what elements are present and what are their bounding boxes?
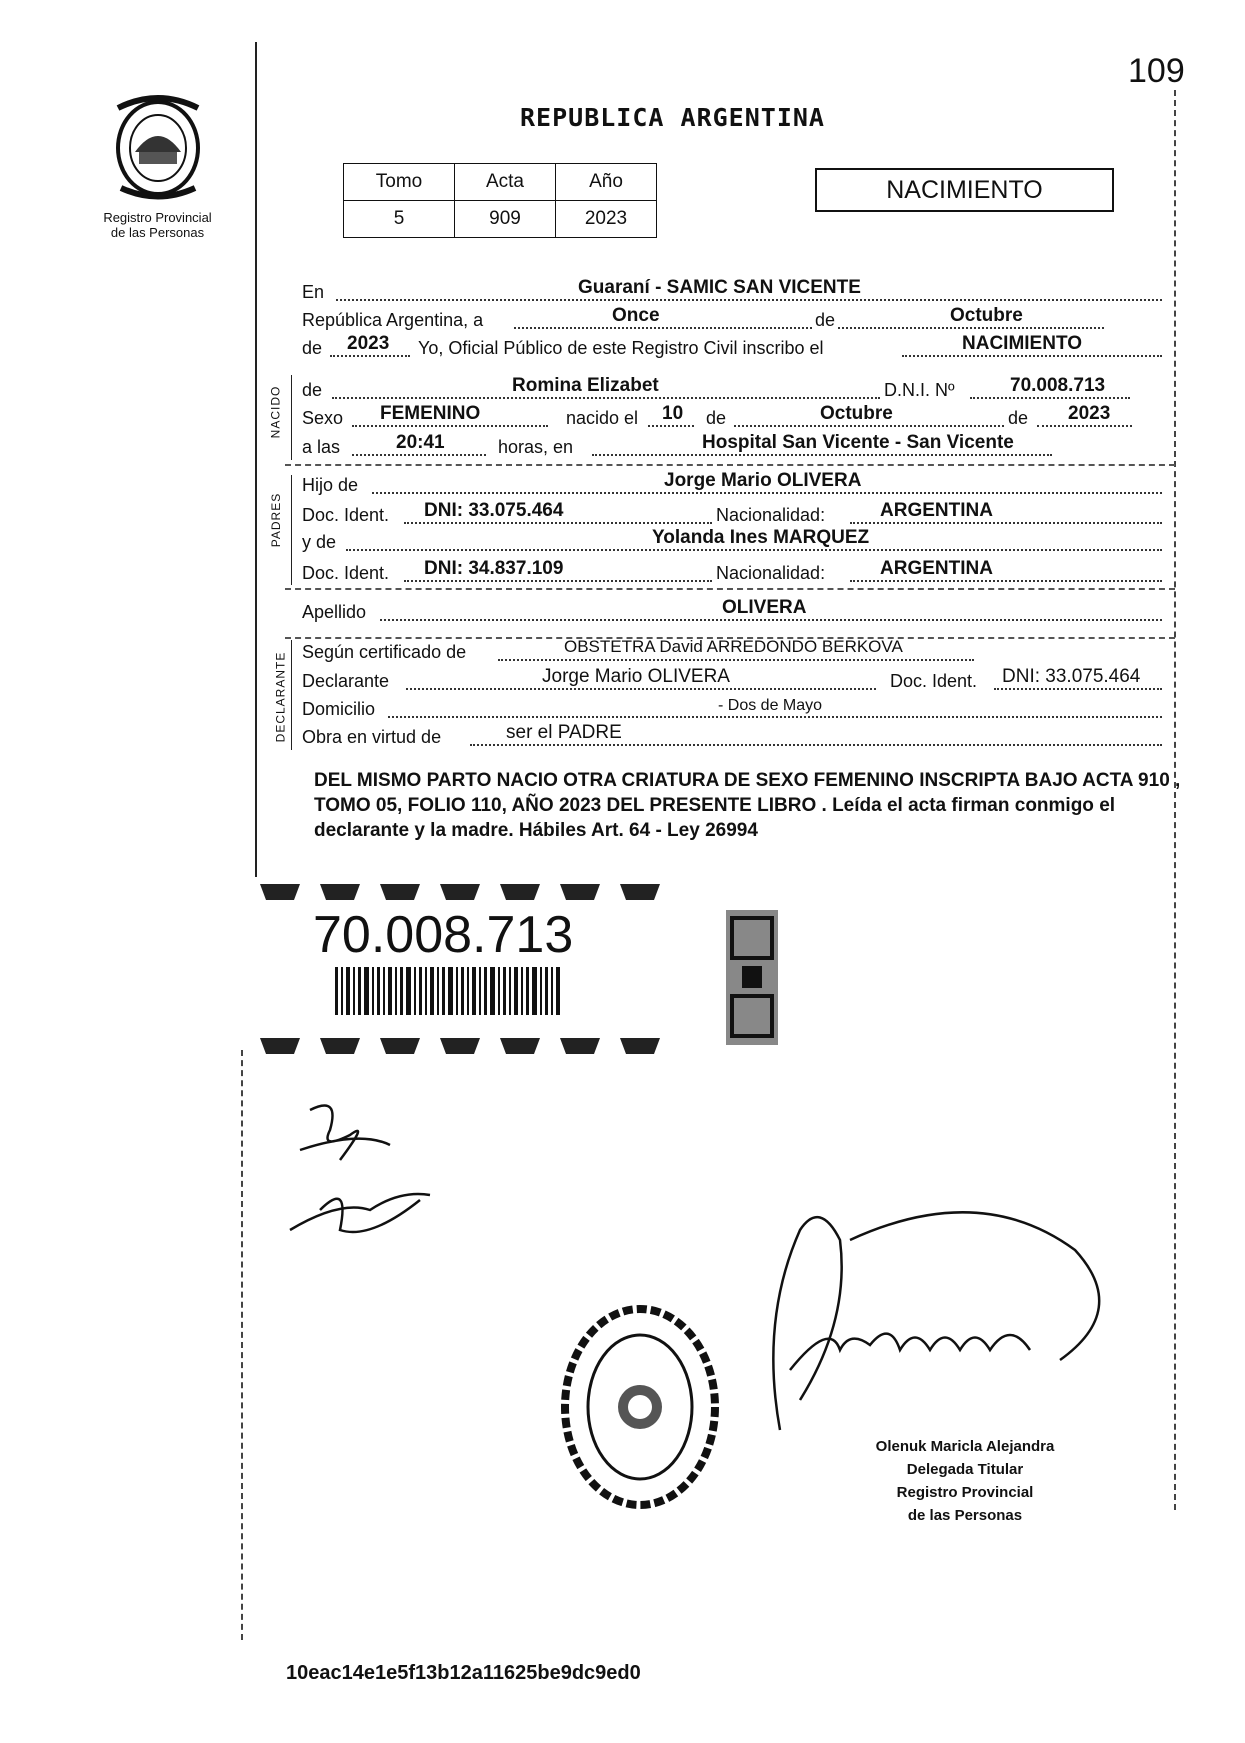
label-nacionalidad: Nacionalidad: xyxy=(716,505,826,525)
dotted-leader xyxy=(970,397,1130,399)
row-date-words xyxy=(302,305,1162,329)
dotted-leader xyxy=(352,425,548,427)
dotted-leader xyxy=(406,688,876,690)
dotted-leader xyxy=(734,425,1004,427)
dotted-leader xyxy=(498,659,974,661)
value-year: 2023 xyxy=(347,333,390,354)
label-republica: República Argentina, a xyxy=(302,310,484,330)
declarant-signature xyxy=(280,1090,450,1250)
acta-value-tomo: 5 xyxy=(344,201,455,238)
left-margin-line-lower xyxy=(241,1050,243,1640)
label-doc-ident: Doc. Ident. xyxy=(302,505,390,525)
document-hash: 10eac14e1e5f13b12a11625be9dc9ed0 xyxy=(286,1662,641,1684)
label-de: de xyxy=(706,408,727,428)
row-birth-place xyxy=(302,432,1162,456)
label-doc-ident: Doc. Ident. xyxy=(890,671,978,691)
label-segun-certificado: Según certificado de xyxy=(302,642,467,662)
label-obra-en-virtud: Obra en virtud de xyxy=(302,727,442,747)
value-time: 20:41 xyxy=(396,432,445,453)
official-office-line-1: Registro Provincial xyxy=(896,1484,1034,1501)
value-month: Octubre xyxy=(950,305,1023,326)
official-seal xyxy=(555,1300,725,1515)
value-birth-day: 10 xyxy=(662,403,684,424)
dotted-leader xyxy=(994,688,1162,690)
value-place: Guaraní - SAMIC SAN VICENTE xyxy=(578,277,861,298)
value-sex: FEMENINO xyxy=(380,403,481,424)
country-title: REPUBLICA ARGENTINA xyxy=(520,103,825,132)
value-father-nationality: ARGENTINA xyxy=(880,500,993,521)
dotted-leader xyxy=(902,355,1162,357)
acta-value-acta: 909 xyxy=(455,201,556,238)
label-de: de xyxy=(812,310,838,331)
value-declarant: Jorge Mario OLIVERA xyxy=(542,666,730,687)
row-place xyxy=(302,277,1162,301)
official-name: Olenuk Maricla Alejandra xyxy=(875,1438,1055,1455)
registry-label xyxy=(90,210,225,240)
value-mother-nationality: ARGENTINA xyxy=(880,558,993,579)
dotted-leader xyxy=(388,716,1162,718)
value-mother-doc: DNI: 34.837.109 xyxy=(424,558,564,579)
row-birth-date xyxy=(302,403,1162,427)
value-day-words: Once xyxy=(612,305,660,326)
registry-label-line-2: de las Personas xyxy=(110,225,205,240)
acta-table-header-row xyxy=(344,164,657,201)
value-father: Jorge Mario OLIVERA xyxy=(664,470,862,491)
value-surname: OLIVERA xyxy=(722,597,807,618)
row-surname xyxy=(302,597,1162,621)
section-bracket-padres xyxy=(291,475,292,585)
dotted-leader xyxy=(336,299,1162,301)
official-signature xyxy=(740,1200,1130,1440)
value-name: Romina Elizabet xyxy=(512,375,659,396)
remarks-note: DEL MISMO PARTO NACIO OTRA CRIATURA DE SEXO FEMENINO INSCRIPTA BAJO ACTA 910 , TOMO 05, FOLIO 110, AÑO 2023 DEL PRESENTE LIBRO . Leída el acta firman conmigo el declarante y la madre. Hábiles Art. 64 - Ley 26994 xyxy=(314,770,1181,841)
dotted-leader xyxy=(352,454,486,456)
label-horas-en: horas, en xyxy=(498,437,574,457)
dotted-leader xyxy=(470,744,1162,746)
registry-label-line-1: Registro Provincial xyxy=(103,210,212,225)
security-band-bottom xyxy=(240,1028,680,1064)
value-birth-year: 2023 xyxy=(1068,403,1111,424)
dotted-leader xyxy=(850,580,1162,582)
label-yo-oficial: Yo, Oficial Público de este Registro Civil inscribo el xyxy=(418,338,824,358)
value-birth-month: Octubre xyxy=(820,403,893,424)
label-de: de xyxy=(302,338,323,358)
value-birth-place: Hospital San Vicente - San Vicente xyxy=(702,432,1014,453)
value-certificate-by: OBSTETRA David ARREDONDO BERKOVA xyxy=(564,637,903,656)
label-a-las: a las xyxy=(302,437,341,457)
label-de: de xyxy=(302,380,323,400)
official-signer-block xyxy=(845,1435,1085,1527)
acta-table xyxy=(343,163,657,238)
page-number: 109 xyxy=(1128,52,1185,90)
label-doc-ident: Doc. Ident. xyxy=(302,563,390,583)
id-number-stamp: 70.008.713 xyxy=(313,906,574,964)
label-en: En xyxy=(302,282,325,302)
row-declarant xyxy=(302,666,1162,690)
acta-header-anio: Año xyxy=(556,164,657,201)
dotted-leader xyxy=(404,522,712,524)
section-label-padres: PADRES xyxy=(269,492,284,548)
row-father-doc xyxy=(302,500,1162,524)
acta-table-value-row xyxy=(344,201,657,238)
dotted-leader xyxy=(380,619,1162,621)
row-father xyxy=(302,470,1162,494)
dotted-leader xyxy=(514,327,1104,329)
section-label-nacido: NACIDO xyxy=(268,385,283,439)
section-separator-1 xyxy=(285,464,1175,466)
value-declarant-doc: DNI: 33.075.464 xyxy=(1002,666,1141,687)
security-band-top xyxy=(240,870,680,906)
official-role: Delegada Titular xyxy=(906,1461,1024,1478)
row-capacity xyxy=(302,722,1162,746)
dotted-leader xyxy=(404,580,712,582)
row-mother-doc xyxy=(302,558,1162,582)
dotted-leader xyxy=(592,454,1052,456)
label-y-de: y de xyxy=(302,532,337,552)
label-dni: D.N.I. Nº xyxy=(884,380,955,400)
qr-code-icon xyxy=(726,910,778,1045)
section-bracket-nacido xyxy=(291,375,292,460)
row-mother xyxy=(302,527,1162,551)
dotted-leader xyxy=(372,492,1162,494)
value-address: - Dos de Mayo xyxy=(718,697,823,714)
section-bracket-declarante xyxy=(291,640,292,750)
value-act-kind: NACIMIENTO xyxy=(962,333,1082,354)
dotted-leader xyxy=(330,355,410,357)
row-certificate xyxy=(302,637,1162,661)
provincia-misiones-logo xyxy=(103,90,213,200)
record-type-box: NACIMIENTO xyxy=(815,168,1114,212)
official-office-line-2: de las Personas xyxy=(907,1507,1023,1524)
label-domicilio: Domicilio xyxy=(302,699,376,719)
section-separator-2 xyxy=(285,588,1175,590)
label-sexo: Sexo xyxy=(302,408,344,428)
value-capacity: ser el PADRE xyxy=(506,722,622,743)
section-label-declarante: DECLARANTE xyxy=(273,651,288,743)
dotted-leader xyxy=(1037,425,1132,427)
row-address xyxy=(302,694,1162,718)
dotted-leader xyxy=(346,549,1162,551)
label-nacionalidad: Nacionalidad: xyxy=(716,563,826,583)
dotted-leader xyxy=(332,397,880,399)
acta-header-acta: Acta xyxy=(455,164,556,201)
dotted-leader xyxy=(850,522,1162,524)
label-nacido-el: nacido el xyxy=(566,408,639,428)
label-de: de xyxy=(1008,408,1029,428)
value-dni: 70.008.713 xyxy=(1010,375,1106,396)
label-declarante: Declarante xyxy=(302,671,390,691)
label-hijo-de: Hijo de xyxy=(302,475,359,495)
dotted-leader xyxy=(648,425,694,427)
barcode xyxy=(335,967,560,1015)
left-margin-line xyxy=(255,42,257,877)
value-mother: Yolanda Ines MARQUEZ xyxy=(652,527,870,548)
acta-value-anio: 2023 xyxy=(556,201,657,238)
acta-header-tomo: Tomo xyxy=(344,164,455,201)
row-name xyxy=(302,375,1162,399)
row-act-kind xyxy=(302,333,1162,357)
value-father-doc: DNI: 33.075.464 xyxy=(424,500,564,521)
label-apellido: Apellido xyxy=(302,602,367,622)
